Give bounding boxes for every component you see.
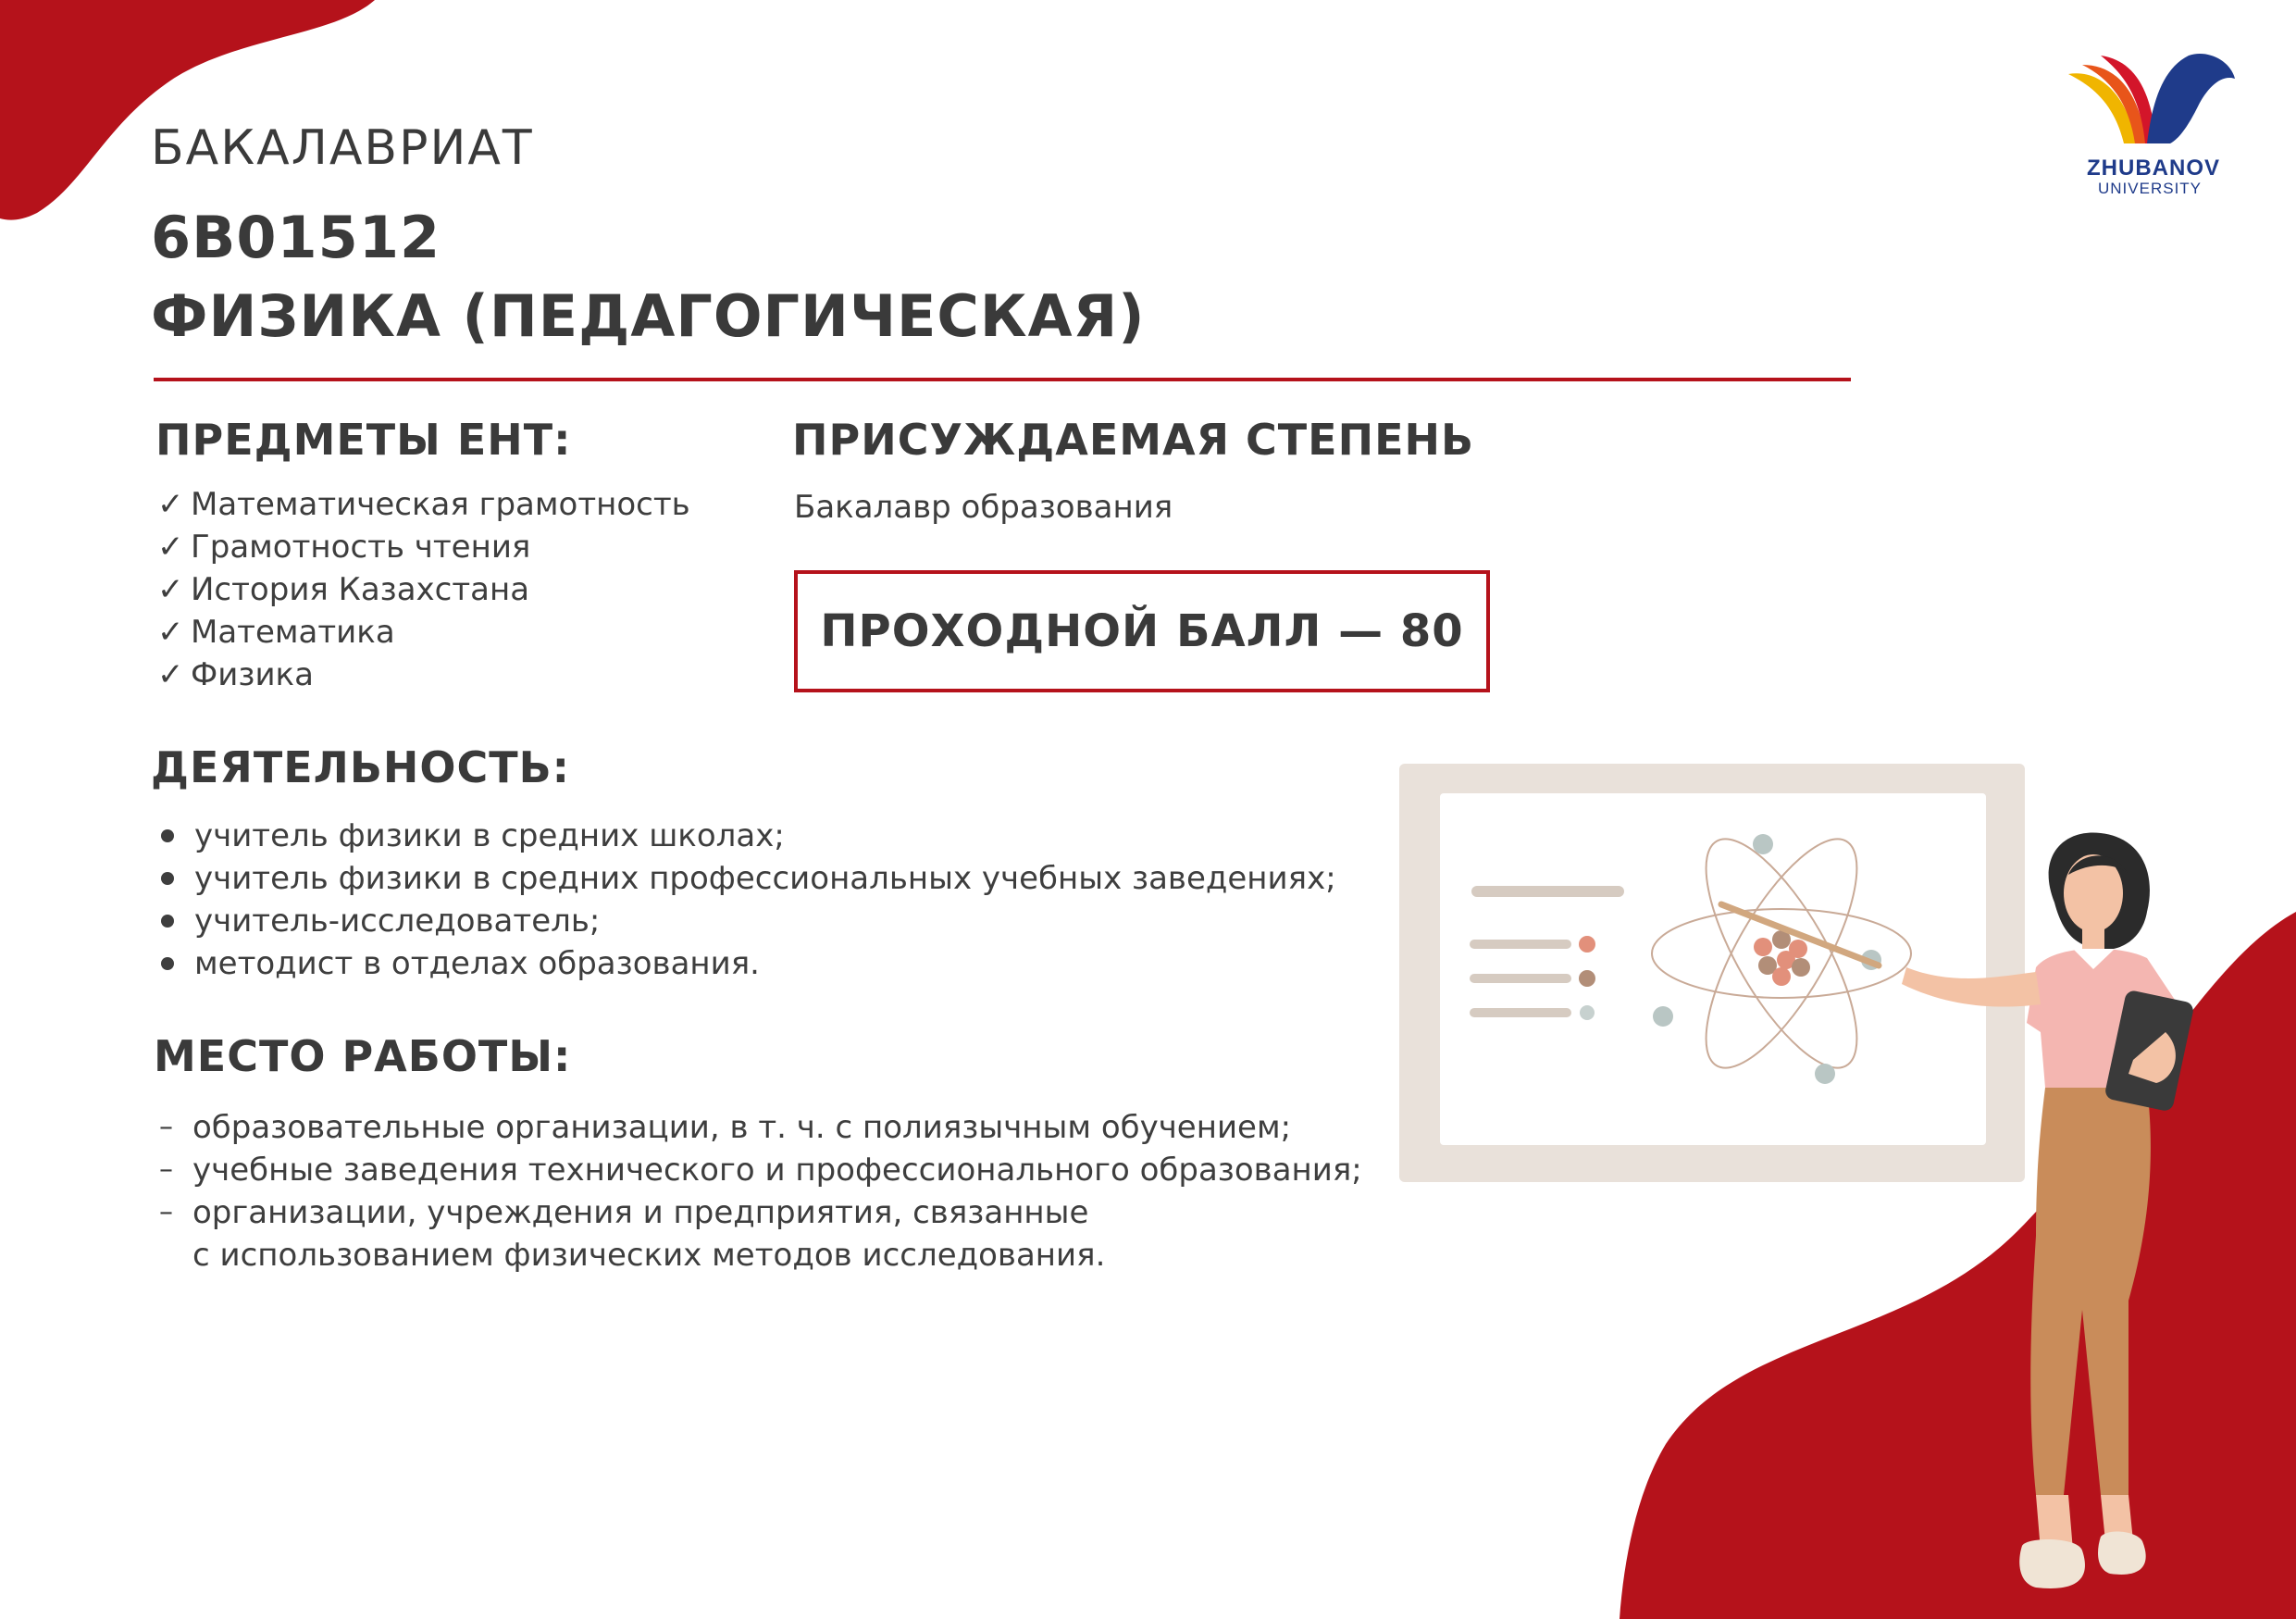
check-icon: ✓ [157,571,184,608]
bullet-icon [161,829,174,842]
activity-heading: ДЕЯТЕЛЬНОСТЬ: [151,742,571,792]
check-icon: ✓ [157,614,184,651]
check-icon: ✓ [157,486,184,523]
board-screen [1440,793,1986,1145]
workplace-heading: МЕСТО РАБОТЫ: [154,1031,572,1081]
workplace-list-item: – образовательные организации, в т. ч. с полиязычным обучением; [159,1106,1362,1149]
passing-score-label: ПРОХОДНОЙ БАЛЛ — 80 [820,605,1464,657]
ent-list-item: ✓ Физика [157,654,690,696]
program-title: ФИЗИКА (ПЕДАГОГИЧЕСКАЯ) [151,282,1146,350]
dash-icon: – [159,1196,173,1228]
ent-list-item: ✓ Математика [157,611,690,654]
activity-list-item: учитель-исследователь; [161,900,1336,942]
activity-list-item: учитель физики в средних школах; [161,815,1336,857]
program-code: 6B01512 [151,204,441,271]
check-icon: ✓ [157,656,184,693]
top-left-red-blob [0,0,375,220]
check-icon: ✓ [157,529,184,566]
logo-text-zhubanov: ZHUBANOV [2087,156,2220,181]
bullet-icon [161,957,174,970]
ent-list-item: ✓ Математическая грамотность [157,483,690,526]
degree-value: Бакалавр образования [794,489,1173,526]
workplace-list [159,1106,1362,1277]
degree-heading: ПРИСУЖДАЕМАЯ СТЕПЕНЬ [792,415,1475,465]
zhubanov-university-logo-icon [2059,51,2244,162]
program-level: БАКАЛАВРИАТ [151,120,534,176]
logo-text-university: UNIVERSITY [2098,180,2203,197]
dash-icon: – [159,1111,173,1143]
header-divider [154,378,1851,381]
ent-list [157,483,690,696]
ent-list-item: ✓ История Казахстана [157,568,690,611]
passing-score-box [794,570,1490,692]
activity-list [161,815,1336,985]
workplace-list-item: с использованием физических методов исследования. [192,1237,1106,1274]
teacher-illustration [1388,754,2258,1619]
activity-list-item: методист в отделах образования. [161,942,1336,985]
ent-list-item: ✓ Грамотность чтения [157,526,690,568]
workplace-list-item: – учебные заведения технического и профессионального образования; [159,1149,1362,1191]
ent-heading: ПРЕДМЕТЫ ЕНТ: [155,415,572,465]
activity-list-item: учитель физики в средних профессиональных учебных заведениях; [161,857,1336,900]
bullet-icon [161,915,174,928]
university-logo [2059,51,2244,199]
dash-icon: – [159,1153,173,1186]
workplace-list-item: – организации, учреждения и предприятия, связанные [159,1191,1362,1234]
bullet-icon [161,872,174,885]
